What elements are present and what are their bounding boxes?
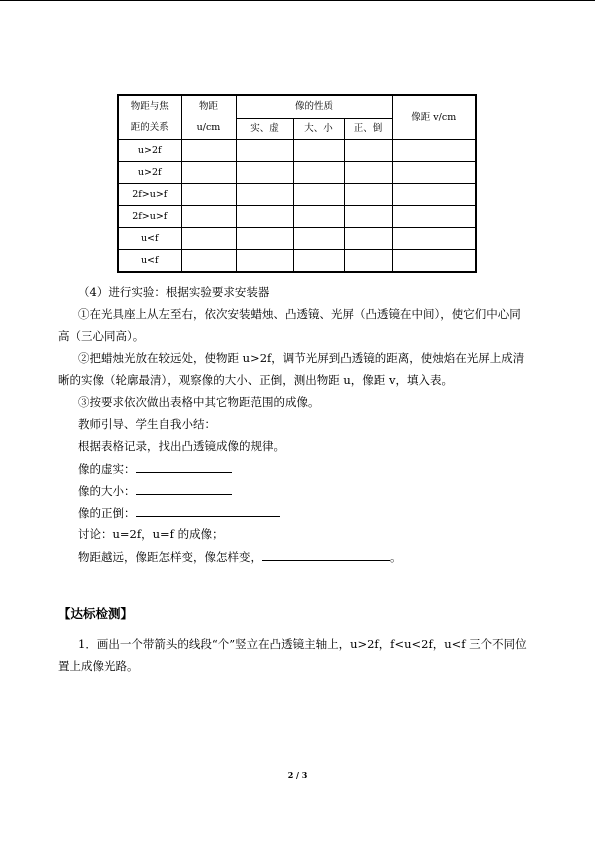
row-condition: u<f bbox=[118, 249, 181, 272]
page-top-rule bbox=[0, 0, 595, 1]
question-real-virtual-label: 像的虚实： bbox=[78, 462, 136, 476]
table-cell[interactable] bbox=[181, 227, 236, 249]
question-orientation bbox=[78, 505, 280, 520]
experiment-table bbox=[117, 94, 477, 273]
row-condition: 2f>u>f bbox=[118, 205, 181, 227]
answer-blank[interactable] bbox=[136, 483, 232, 495]
table-cell[interactable] bbox=[236, 227, 293, 249]
header-relation-line2: 距的关系 bbox=[130, 122, 169, 134]
test-question-1-line2: 置上成像光路。 bbox=[58, 659, 139, 673]
table-cell[interactable] bbox=[344, 227, 392, 249]
paragraph-1-line2: 高（三心同高）。 bbox=[58, 329, 145, 343]
header-image-distance: 像距 v/cm bbox=[392, 95, 476, 139]
table-row bbox=[118, 249, 476, 272]
table-cell[interactable] bbox=[344, 249, 392, 272]
answer-blank[interactable] bbox=[136, 461, 232, 473]
table-cell[interactable] bbox=[293, 227, 344, 249]
paragraph-3: ③按要求依次做出表格中其它物距范围的成像。 bbox=[78, 395, 320, 409]
paragraph-2-line2: 晰的实像（轮廓最清），观察像的大小、正倒，测出物距 u，像距 v，填入表。 bbox=[58, 373, 453, 387]
table-cell[interactable] bbox=[293, 183, 344, 205]
discussion: 讨论：u=2f，u=f 的成像； bbox=[78, 527, 224, 541]
question-size bbox=[78, 483, 232, 498]
table-cell[interactable] bbox=[392, 227, 476, 249]
header-image-properties: 像的性质 bbox=[236, 95, 392, 118]
table-row bbox=[118, 139, 476, 161]
row-condition: u>2f bbox=[118, 139, 181, 161]
table-cell[interactable] bbox=[236, 249, 293, 272]
table-cell[interactable] bbox=[293, 161, 344, 183]
row-condition: 2f>u>f bbox=[118, 183, 181, 205]
page-number: 2 / 3 bbox=[287, 770, 308, 780]
header-relation bbox=[118, 95, 181, 139]
teacher-guide: 教师引导、学生自我小结： bbox=[78, 417, 216, 431]
section-title: 【达标检测】 bbox=[58, 606, 134, 621]
table-cell[interactable] bbox=[392, 161, 476, 183]
answer-blank[interactable] bbox=[262, 549, 390, 561]
header-orientation: 正、倒 bbox=[344, 118, 392, 139]
question-size-label: 像的大小： bbox=[78, 484, 136, 498]
question-real-virtual bbox=[78, 461, 232, 476]
header-real-virtual: 实、虚 bbox=[236, 118, 293, 139]
question-distance-change bbox=[78, 549, 402, 564]
table-cell[interactable] bbox=[293, 139, 344, 161]
table-cell[interactable] bbox=[181, 161, 236, 183]
paragraph-1-line1: ①在光具座上从左至右，依次安装蜡烛、凸透镜、光屏（凸透镜在中间），使它们中心同 bbox=[78, 307, 521, 321]
answer-blank[interactable] bbox=[136, 505, 280, 517]
period: 。 bbox=[390, 550, 402, 564]
table-cell[interactable] bbox=[181, 139, 236, 161]
test-question-1-line1: 1．画出一个带箭头的线段“个”竖立在凸透镜主轴上，u>2f，f<u<2f，u<f 三个不同位 bbox=[78, 637, 527, 651]
table-cell[interactable] bbox=[236, 139, 293, 161]
table-cell[interactable] bbox=[392, 205, 476, 227]
table-cell[interactable] bbox=[344, 183, 392, 205]
row-condition: u>2f bbox=[118, 161, 181, 183]
header-object-distance-line2: u/cm bbox=[196, 122, 221, 134]
header-object-distance-line1: 物距 bbox=[198, 101, 218, 113]
step-4: （4）进行实验：根据实验要求安装器 bbox=[78, 285, 270, 299]
table-cell[interactable] bbox=[181, 183, 236, 205]
table-cell[interactable] bbox=[392, 139, 476, 161]
table-cell[interactable] bbox=[344, 205, 392, 227]
table-cell[interactable] bbox=[236, 183, 293, 205]
question-distance-change-label: 物距越远，像距怎样变，像怎样变， bbox=[78, 550, 262, 564]
table-cell[interactable] bbox=[392, 183, 476, 205]
question-orientation-label: 像的正倒： bbox=[78, 506, 136, 520]
table-cell[interactable] bbox=[236, 205, 293, 227]
table-cell[interactable] bbox=[392, 249, 476, 272]
header-relation-line1: 物距与焦 bbox=[130, 101, 169, 113]
table-cell[interactable] bbox=[344, 139, 392, 161]
table-summary-instruction: 根据表格记录，找出凸透镜成像的规律。 bbox=[78, 439, 285, 453]
header-object-distance bbox=[181, 95, 236, 139]
table-cell[interactable] bbox=[293, 249, 344, 272]
table-cell[interactable] bbox=[344, 161, 392, 183]
table-row bbox=[118, 205, 476, 227]
row-condition: u<f bbox=[118, 227, 181, 249]
table-cell[interactable] bbox=[236, 161, 293, 183]
table-cell[interactable] bbox=[293, 205, 344, 227]
header-size: 大、小 bbox=[293, 118, 344, 139]
paragraph-2-line1: ②把蜡烛光放在较远处，使物距 u>2f，调节光屏到凸透镜的距离，使烛焰在光屏上成清 bbox=[78, 351, 525, 365]
table-row bbox=[118, 161, 476, 183]
table-cell[interactable] bbox=[181, 205, 236, 227]
table-row bbox=[118, 227, 476, 249]
table-cell[interactable] bbox=[181, 249, 236, 272]
table-row bbox=[118, 183, 476, 205]
